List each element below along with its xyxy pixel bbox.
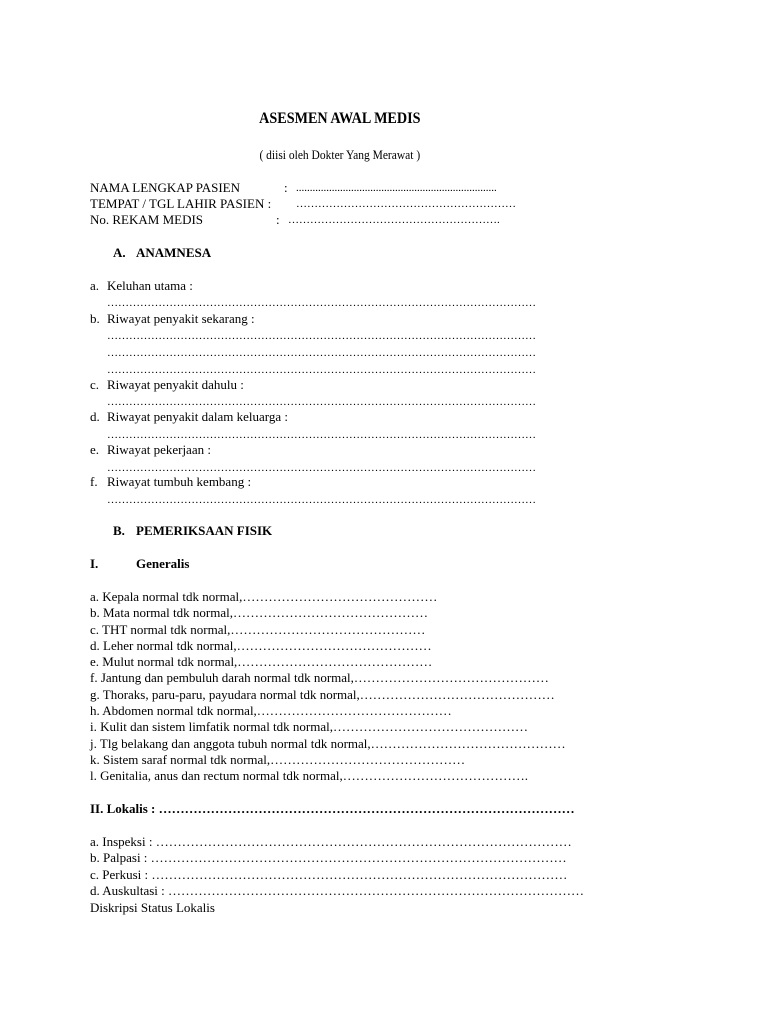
anamnesa-item-b-line-3[interactable]: ………………………………………………………………………………………………………	[107, 364, 536, 376]
lokalis-item-auskultasi[interactable]: d. Auskultasi : ……………………………………………………………………………………	[90, 883, 585, 898]
birth-label: TEMPAT / TGL LAHIR PASIEN :	[90, 196, 272, 211]
anamnesa-item-b-line-2[interactable]: ………………………………………………………………………………………………………	[107, 347, 536, 359]
patient-name-field[interactable]: .........................................................................	[296, 182, 497, 194]
fisik-heading: PEMERIKSAAN FISIK	[136, 523, 273, 538]
lokalis-item-palpasi[interactable]: b. Palpasi : ……………………………………………………………………………………	[90, 850, 567, 865]
generalis-item[interactable]: b. Mata normal tdk normal,………………………………………	[90, 605, 428, 620]
anamnesa-item-d-letter: d.	[90, 409, 100, 424]
lokalis-item-inspeksi[interactable]: a. Inspeksi : ……………………………………………………………………………………	[90, 834, 572, 849]
anamnesa-heading: ANAMNESA	[136, 245, 212, 260]
medical-record-label: No. REKAM MEDIS	[90, 212, 204, 227]
generalis-item[interactable]: l. Genitalia, anus dan rectum normal tdk normal,…………………………………….	[90, 768, 528, 783]
status-lokalis-label: Diskripsi Status Lokalis	[90, 900, 215, 915]
generalis-item[interactable]: d. Leher normal tdk normal,………………………………………	[90, 638, 432, 653]
anamnesa-letter: A.	[113, 245, 126, 260]
lokalis-heading[interactable]: II. Lokalis : ……………………………………………………………………………………	[90, 801, 575, 816]
anamnesa-item-e-letter: e.	[90, 442, 100, 457]
generalis-item[interactable]: e. Mulut normal tdk normal,………………………………………	[90, 654, 433, 669]
generalis-item[interactable]: j. Tlg belakang dan anggota tubuh normal tdk normal,………………………………………	[90, 736, 566, 751]
generalis-heading: Generalis	[136, 556, 190, 571]
anamnesa-item-f-label: Riwayat tumbuh kembang :	[107, 474, 252, 489]
anamnesa-item-e-line[interactable]: ………………………………………………………………………………………………………	[107, 462, 536, 474]
anamnesa-item-a-label: Keluhan utama :	[107, 278, 193, 293]
patient-name-sep: :	[284, 180, 288, 195]
lokalis-item-perkusi[interactable]: c. Perkusi : ……………………………………………………………………………………	[90, 867, 568, 882]
anamnesa-item-f-line[interactable]: ………………………………………………………………………………………………………	[107, 494, 536, 506]
anamnesa-item-d-line[interactable]: ………………………………………………………………………………………………………	[107, 429, 536, 441]
medical-record-field[interactable]: ………………………………………………….	[288, 214, 500, 226]
fisik-letter: B.	[113, 523, 125, 538]
generalis-item[interactable]: i. Kulit dan sistem limfatik normal tdk normal,………………………………………	[90, 719, 528, 734]
anamnesa-item-b-letter: b.	[90, 311, 100, 326]
generalis-item[interactable]: a. Kepala normal tdk normal,………………………………………	[90, 589, 438, 604]
generalis-item[interactable]: h. Abdomen normal tdk normal,………………………………………	[90, 703, 452, 718]
generalis-item[interactable]: f. Jantung dan pembuluh darah normal tdk normal,………………………………………	[90, 670, 549, 685]
anamnesa-item-c-line[interactable]: ………………………………………………………………………………………………………	[107, 396, 536, 408]
anamnesa-item-d-label: Riwayat penyakit dalam keluarga :	[107, 409, 288, 424]
anamnesa-item-b-label: Riwayat penyakit sekarang :	[107, 311, 255, 326]
generalis-item[interactable]: k. Sistem saraf normal tdk normal,………………………………………	[90, 752, 466, 767]
anamnesa-item-a-letter: a.	[90, 278, 100, 293]
anamnesa-item-f-letter: f.	[90, 474, 98, 489]
patient-name-label: NAMA LENGKAP PASIEN	[90, 180, 241, 195]
generalis-item[interactable]: c. THT normal tdk normal,………………………………………	[90, 622, 426, 637]
generalis-item[interactable]: g. Thoraks, paru-paru, payudara normal tdk normal,………………………………………	[90, 687, 555, 702]
medical-record-sep: :	[276, 212, 280, 227]
birth-field[interactable]: ……………………………………………………	[296, 198, 516, 210]
anamnesa-item-b-line-1[interactable]: ………………………………………………………………………………………………………	[107, 330, 536, 342]
generalis-number: I.	[90, 556, 99, 571]
anamnesa-item-a-line[interactable]: ………………………………………………………………………………………………………	[107, 297, 536, 309]
anamnesa-item-e-label: Riwayat pekerjaan :	[107, 442, 211, 457]
document-title: ASESMEN AWAL MEDIS	[259, 110, 421, 127]
anamnesa-item-c-letter: c.	[90, 377, 100, 392]
document-subtitle: ( diisi oleh Dokter Yang Merawat )	[259, 147, 421, 162]
anamnesa-item-c-label: Riwayat penyakit dahulu :	[107, 377, 244, 392]
